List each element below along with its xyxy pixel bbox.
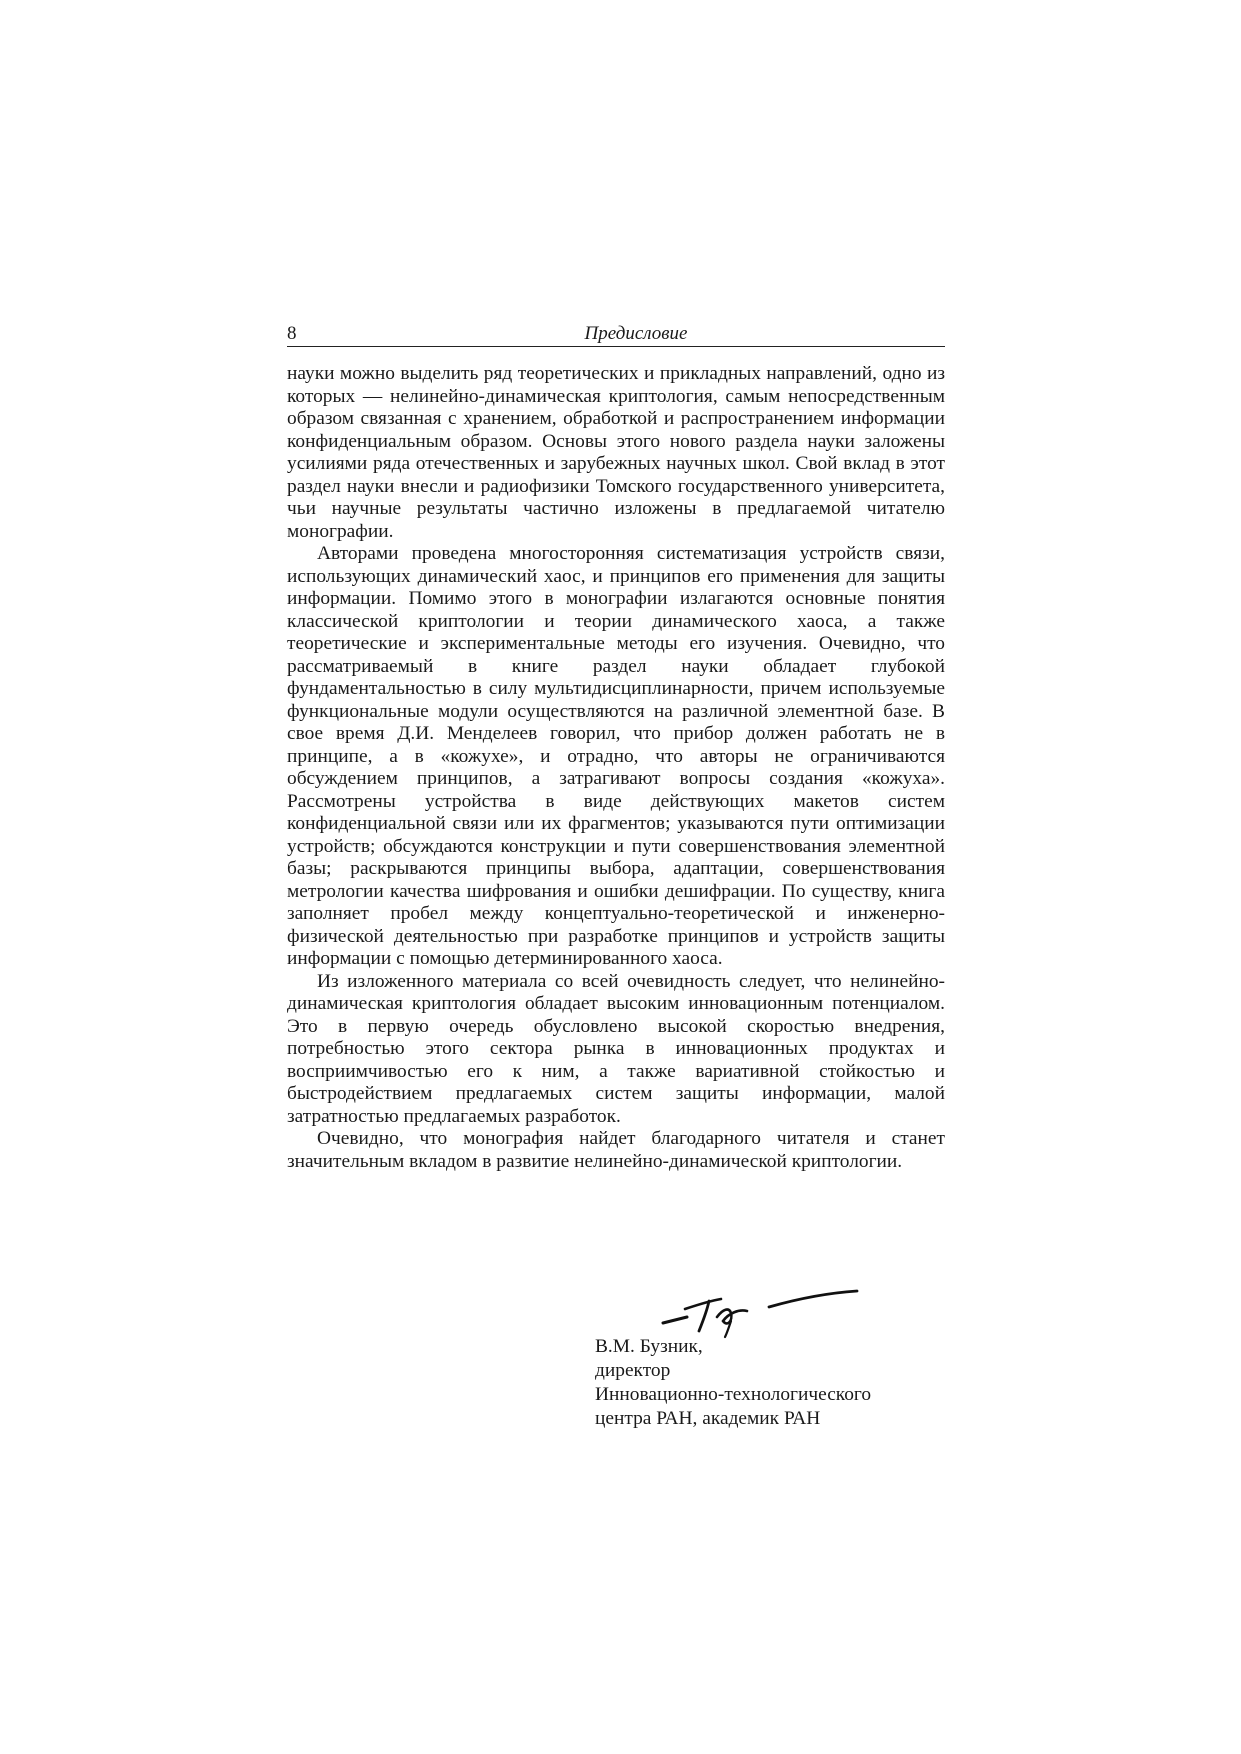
section-title: Предисловие <box>584 323 688 344</box>
signatory-organization: Инновационно-технологического <box>595 1384 872 1405</box>
page-number: 8 <box>287 323 297 344</box>
signatory-block <box>595 1335 871 1431</box>
signatory-organization: центра РАН, академик РАН <box>595 1408 821 1429</box>
document-page <box>287 320 945 1429</box>
paragraph: Авторами проведена многосторонняя систематизация устройств связи, использующих динамический хаос, и принципов его применения для защиты информации. Помимо этого в монографии излагаются основные понятия классической криптологии и теории динамического хаоса, а также теоретические и экспериментальные методы его изучения. Очевидно, что рассматриваемый в книге раздел науки обладает глубокой фундаментальностью в силу мультидисциплинарности, причем используемые функциональные модули осуществляются на различной элементной базе. В свое время Д.И. Менделеев говорил, что прибор должен работать не в принципе, а в «кожухе», и отрадно, что авторы не ограничиваются обсуждением принципов, а затрагивают вопросы создания «кожуха». Рассмотрены устройства в виде действующих макетов систем конфиденциальной связи или их фрагментов; указываются пути оптимизации устройств; обсуждаются конструкции и пути совершенствования элементной базы; раскрываются принципы выбора, адаптации, совершенствования метрологии качества шифрования и ошибки дешифрации. По существу, книга заполняет пробел между концептуально-теоретической и инженерно-физической деятельностью при разработке принципов и устройств защиты информации с помощью детерминированного хаоса. <box>287 543 945 969</box>
signatory-title: директор <box>595 1360 671 1381</box>
handwritten-signature <box>657 1265 887 1340</box>
signatory-name: В.М. Бузник, <box>595 1336 703 1357</box>
paragraph: науки можно выделить ряд теоретических и прикладных направлений, одно из которых — нелинейно-динамическая криптология, самым непосредственным образом связанная с хранением, обработкой и распространением информации конфиденциальным образом. Основы этого нового раздела науки заложены усилиями ряда отечественных и зарубежных научных школ. Свой вклад в этот раздел науки внесли и радиофизики Томского государственного университета, чьи научные результаты частично изложены в предлагаемой читателю монографии. <box>287 363 945 542</box>
paragraph: Очевидно, что монография найдет благодарного читателя и станет значительным вкладом в развитие нелинейно-динамической криптологии. <box>287 1128 945 1172</box>
paragraph: Из изложенного материала со всей очевидность следует, что нелинейно-динамическая криптология обладает высоким инновационным потенциалом. Это в первую очередь обусловлено высокой скоростью внедрения, потребностью этого сектора рынка в инновационных продуктах и восприимчивостью его к ним, а также вариативной стойкостью и быстродействием предлагаемых систем защиты информации, малой затратностью предлагаемых разработок. <box>287 970 945 1127</box>
signature-image <box>657 1265 887 1340</box>
running-head <box>287 320 945 347</box>
body-text <box>287 363 945 1173</box>
